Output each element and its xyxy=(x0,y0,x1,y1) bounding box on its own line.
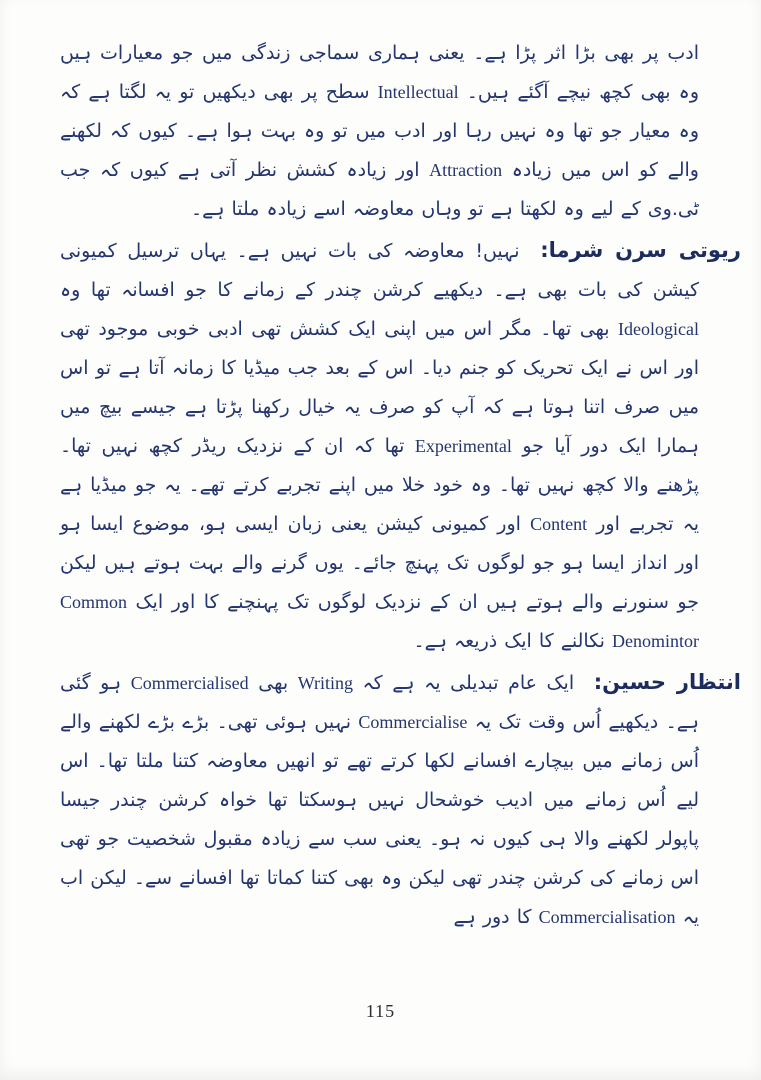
english-term: Content xyxy=(530,514,588,534)
english-term: Common Denomintor xyxy=(60,592,699,651)
paragraph-continuation xyxy=(60,34,741,229)
english-term: Commercialisation xyxy=(538,907,676,927)
english-term: Ideological xyxy=(618,319,699,339)
english-term: Commercialise xyxy=(358,712,468,732)
dialogue-text: ایک عام تبدیلی یہ ہے کہ Writing بھی Commercialised ہو گئی ہے۔ دیکھیے اُس وقت تک یہ Commercialise نہیں ہوئی تھی۔ بڑے بڑے لکھنے والے اُس زمانے میں بیچارے افسانے لکھا کرتے تھے تو انھیں معاوضہ کتنا ملتا تھا۔ اس لیے اُس زمانے میں ادیب خوشحال نہیں ہوسکتا تھا خواہ کرشن چندر جیسا پاپولر لکھنے والا ہی کیوں نہ ہو۔ یعنی سب سے زیادہ مقبول شخصیت جو تھی اس زمانے کی کرشن چندر تھی لیکن وہ بھی کتنا کماتا تھا افسانے سے۔ لیکن اب یہ Commercialisation کا دور ہے xyxy=(60,672,699,928)
speaker-name-rewati-saran-sharma: ریوتی سرن شرما: xyxy=(540,238,741,262)
english-term: Commercialised xyxy=(130,673,249,693)
dialogue-rewati-saran-sharma xyxy=(60,231,741,661)
dialogue-text: نہیں! معاوضہ کی بات نہیں ہے۔ یہاں ترسیل کمیونی کیشن کی بات بھی ہے۔ دیکھیے کرشن چندر کے زمانے کا جو افسانہ تھا وہ Ideological بھی تھا۔ مگر اس میں اپنی ایک کشش تھی ادبی خوبی موجود تھی اور اس نے ایک تحریک کو جنم دیا۔ اس کے بعد جب میڈیا کا زمانہ آتا ہے تو اس میں صرف اتنا ہوتا ہے کہ آپ کو صرف یہ خیال رکھنا پڑتا ہے جیسے بیچ میں ہمارا ایک دور آیا جو Experimental تھا کہ ان کے نزدیک ریڈر کچھ نہیں تھا۔ پڑھنے والا کچھ نہیں تھا۔ وہ خود خلا میں اپنے تجربے کرتے تھے۔ یہ جو میڈیا ہے یہ تجربے اور Content اور کمیونی کیشن یعنی زبان ایسی ہو، موضوع ایسا ہو اور انداز ایسا ہو جو لوگوں تک پہنچ جائے۔ یوں گرنے والے بہت ہوتے ہیں لیکن جو سنورنے والے ہوتے ہیں ان کے نزدیک لوگوں تک پہنچنے کا اور ایک Common Denomintor نکالنے کا ایک ذریعہ ہے۔ xyxy=(60,240,699,652)
english-term: Attraction xyxy=(429,160,503,180)
dialogue-intizar-husain xyxy=(60,663,741,937)
paragraph-text: ادب پر بھی بڑا اثر پڑا ہے۔ یعنی ہماری سماجی زندگی میں جو معیارات ہیں وہ بھی کچھ نیچے آگئے ہیں۔ Intellectual سطح پر بھی دیکھیں تو یہ لگتا ہے کہ وہ معیار جو تھا وہ نہیں رہا اور ادب میں تو وہ بہت ہوا ہے۔ کیوں کہ لکھنے والے کو اس میں زیادہ Attraction اور زیادہ کشش نظر آتی ہے کیوں کہ جب ٹی.وی کے لیے وہ لکھتا ہے تو وہاں معاوضہ اسے زیادہ ملتا ہے۔ xyxy=(60,42,699,220)
english-term: Writing xyxy=(297,673,353,693)
english-term: Intellectual xyxy=(377,82,459,102)
english-term: Experimental xyxy=(414,436,512,456)
speaker-name-intizar-husain: انتظار حسین: xyxy=(593,670,741,694)
page-number: 115 xyxy=(365,1001,396,1021)
